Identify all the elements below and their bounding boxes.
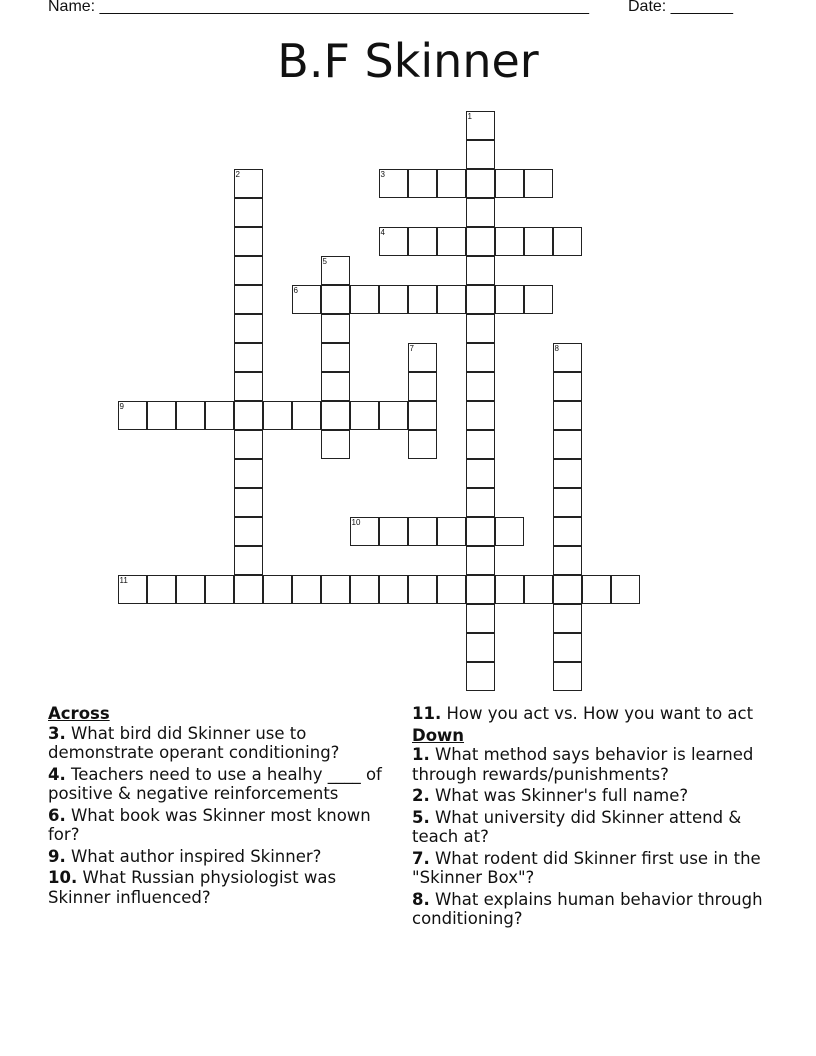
clue-item [48,724,388,763]
name-field[interactable]: Name: _______________________________________________________ [48,0,589,15]
crossword-cell[interactable] [379,285,408,314]
crossword-cell[interactable] [495,169,524,198]
crossword-cell[interactable] [466,140,495,169]
clue-text: What explains human behavior through conditioning? [412,889,763,928]
clue-number-label: 5. [412,807,430,827]
clue-number-label: 2. [412,786,430,805]
date-field[interactable]: Date: _______ [628,0,733,15]
crossword-cell[interactable] [176,401,205,430]
crossword-cell[interactable] [553,343,582,372]
down-heading: Down [412,725,465,745]
crossword-cell[interactable] [234,343,263,372]
clue-item [412,808,782,847]
crossword-cell[interactable] [553,633,582,662]
crossword-cell[interactable] [292,285,321,314]
crossword-cell[interactable] [553,372,582,401]
crossword-cell[interactable] [321,575,350,604]
crossword-cell[interactable] [350,575,379,604]
crossword-cell[interactable] [466,488,495,517]
clue-item [412,890,782,929]
crossword-cell[interactable] [176,575,205,604]
clue-text: What rodent did Skinner first use in the "Skinner Box"? [412,848,761,887]
crossword-cell[interactable] [263,575,292,604]
crossword-cell[interactable] [234,314,263,343]
clue-number: 8 [554,343,559,353]
crossword-cell[interactable] [408,343,437,372]
clue-item [48,765,388,804]
clue-number: 2 [235,169,240,179]
clue-item [412,704,782,724]
crossword-cell[interactable] [553,430,582,459]
crossword-cell[interactable] [466,430,495,459]
clue-text: How you act vs. How you want to act [441,704,754,723]
clue-number: 4 [380,227,385,237]
crossword-cell[interactable] [350,517,379,546]
crossword-cell[interactable] [553,227,582,256]
clue-item [412,745,782,784]
across-clue-list-continued [412,704,782,724]
crossword-cell[interactable] [495,227,524,256]
clue-number-label: 8. [412,889,430,909]
crossword-cell[interactable] [466,517,495,546]
crossword-cell[interactable] [553,488,582,517]
crossword-cell[interactable] [466,343,495,372]
crossword-cell[interactable] [234,517,263,546]
crossword-cell[interactable] [553,662,582,691]
clue-number-label: 10. [48,868,78,887]
crossword-cell[interactable] [437,169,466,198]
crossword-cell[interactable] [292,401,321,430]
crossword-cell[interactable] [582,575,611,604]
clues-right-column [412,704,782,931]
clue-number: 9 [119,401,124,411]
clue-number-label: 1. [412,745,430,764]
crossword-cell[interactable] [466,575,495,604]
crossword-cell[interactable] [234,198,263,227]
crossword-cell[interactable] [408,401,437,430]
crossword-cell[interactable] [408,575,437,604]
crossword-cell[interactable] [118,401,147,430]
crossword-cell[interactable] [234,401,263,430]
crossword-cell[interactable] [234,227,263,256]
clue-number-label: 6. [48,805,66,825]
clue-number: 5 [322,256,327,266]
crossword-cell[interactable] [524,169,553,198]
clue-item [48,806,388,845]
crossword-cell[interactable] [437,575,466,604]
crossword-cell[interactable] [408,430,437,459]
crossword-cell[interactable] [408,285,437,314]
crossword-cell[interactable] [234,430,263,459]
clue-number-label: 7. [412,848,430,868]
crossword-cell[interactable] [234,285,263,314]
crossword-cell[interactable] [611,575,640,604]
crossword-cell[interactable] [234,459,263,488]
clue-number: 1 [467,111,472,121]
crossword-cell[interactable] [466,111,495,140]
crossword-cell[interactable] [321,285,350,314]
crossword-cell[interactable] [205,575,234,604]
crossword-cell[interactable] [437,285,466,314]
clue-number: 10 [351,517,361,527]
crossword-cell[interactable] [379,227,408,256]
crossword-cell[interactable] [524,285,553,314]
crossword-cell[interactable] [553,459,582,488]
crossword-cell[interactable] [553,546,582,575]
crossword-cell[interactable] [408,169,437,198]
crossword-cell[interactable] [437,227,466,256]
crossword-cell[interactable] [524,227,553,256]
crossword-cell[interactable] [379,169,408,198]
crossword-cell[interactable] [234,575,263,604]
clue-number-label: 4. [48,764,66,784]
crossword-cell[interactable] [524,575,553,604]
clue-text: What book was Skinner most known for? [48,805,371,844]
crossword-cell[interactable] [553,575,582,604]
clues-left-column [48,704,388,909]
crossword-cell[interactable] [321,401,350,430]
clue-number-label: 9. [48,846,66,866]
crossword-cell[interactable] [263,401,292,430]
crossword-cell[interactable] [379,517,408,546]
crossword-cell[interactable] [437,517,466,546]
crossword-cell[interactable] [321,256,350,285]
crossword-cell[interactable] [350,401,379,430]
crossword-cell[interactable] [350,285,379,314]
clue-item [48,847,388,867]
crossword-cell[interactable] [118,575,147,604]
crossword-cell[interactable] [466,256,495,285]
crossword-cell[interactable] [466,459,495,488]
crossword-cell[interactable] [379,575,408,604]
crossword-cell[interactable] [466,285,495,314]
crossword-cell[interactable] [495,285,524,314]
clue-number-label: 3. [48,723,66,743]
crossword-cell[interactable] [321,372,350,401]
clue-text: What was Skinner's full name? [429,786,689,805]
crossword-cell[interactable] [408,227,437,256]
crossword-cell[interactable] [466,401,495,430]
clue-number-label: 11. [412,704,442,723]
clue-number: 7 [409,343,414,353]
crossword-cell[interactable] [466,314,495,343]
crossword-cell[interactable] [553,604,582,633]
crossword-cell[interactable] [466,169,495,198]
page-title: B.F Skinner [277,34,539,88]
clue-text: What author inspired Skinner? [65,846,322,866]
crossword-cell[interactable] [321,343,350,372]
crossword-cell[interactable] [466,546,495,575]
clue-item [412,786,782,806]
crossword-cell[interactable] [234,488,263,517]
crossword-cell[interactable] [234,169,263,198]
clue-number: 11 [119,575,128,585]
clue-number: 3 [380,169,385,179]
crossword-cell[interactable] [553,517,582,546]
crossword-cell[interactable] [321,314,350,343]
crossword-cell[interactable] [205,401,234,430]
crossword-cell[interactable] [495,575,524,604]
crossword-cell[interactable] [466,372,495,401]
crossword-cell[interactable] [234,256,263,285]
clue-text: What Russian physiologist was Skinner influenced? [48,868,337,907]
crossword-cell[interactable] [466,662,495,691]
crossword-cell[interactable] [466,198,495,227]
crossword-cell[interactable] [379,401,408,430]
crossword-cell[interactable] [321,430,350,459]
crossword-cell[interactable] [466,227,495,256]
clue-text: What university did Skinner attend & teach at? [412,807,742,846]
crossword-cell[interactable] [495,517,524,546]
crossword-cell[interactable] [147,575,176,604]
clue-text: Teachers need to use a healhy ____ of positive & negative reinforcements [48,764,382,803]
crossword-cell[interactable] [292,575,321,604]
clue-item [412,849,782,888]
clue-number: 6 [293,285,298,295]
across-clue-list [48,724,388,908]
crossword-cell[interactable] [553,401,582,430]
clue-item [48,868,388,907]
crossword-cell[interactable] [147,401,176,430]
crossword-cell[interactable] [234,372,263,401]
crossword-cell[interactable] [408,372,437,401]
crossword-cell[interactable] [408,517,437,546]
crossword-cell[interactable] [234,546,263,575]
down-clue-list [412,745,782,929]
clue-text: What bird did Skinner use to demonstrate operant conditioning? [48,723,340,762]
clue-text: What method says behavior is learned through rewards/punishments? [412,745,754,784]
across-heading: Across [48,704,110,723]
crossword-cell[interactable] [466,604,495,633]
crossword-cell[interactable] [466,633,495,662]
